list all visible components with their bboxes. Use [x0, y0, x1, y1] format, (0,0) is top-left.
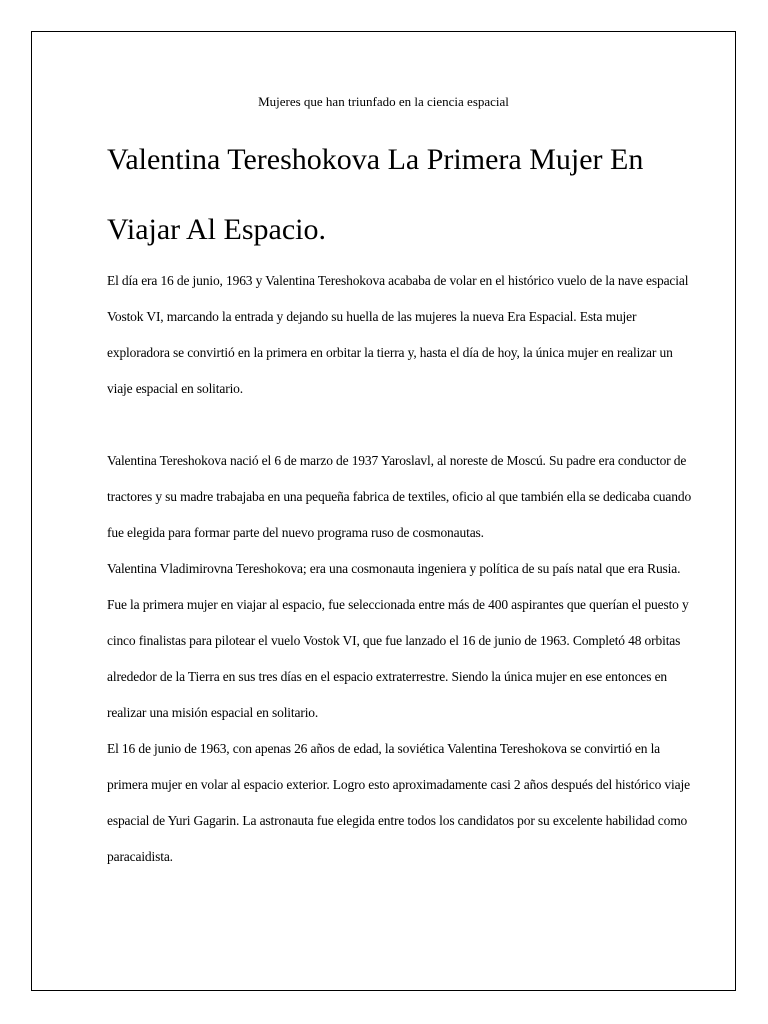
paragraph-1: El día era 16 de junio, 1963 y Valentina Tereshokova acababa de volar en el histórico vuelo de la nave espacial Vostok VI, marcando la entrada y dejando su huella de las mujeres la nueva Era Espacial. Esta mujer exploradora se convirtió en la primera en orbitar la tierra y, hasta el día de hoy, la única mujer en realizar un viaje espacial en solitario.: [107, 273, 689, 396]
paragraph-spacer: [107, 407, 692, 443]
document-title: Valentina Tereshokova La Primera Mujer En Viajar Al Espacio.: [107, 143, 644, 246]
document-body: [107, 263, 692, 875]
page-header: Mujeres que han triunfado en la ciencia espacial: [258, 94, 509, 109]
paragraph-3: Valentina Vladimirovna Tereshokova; era una cosmonauta ingeniera y política de su país natal que era Rusia. Fue la primera mujer en viajar al espacio, fue seleccionada entre más de 400 aspirantes que querían el puesto y cinco finalistas para pilotear el vuelo Vostok VI, que fue lanzado el 16 de junio de 1963. Completó 48 orbitas alrededor de la Tierra en sus tres días en el espacio extraterrestre. Siendo la única mujer en ese entonces en realizar una misión espacial en solitario.: [107, 561, 689, 720]
paragraph-2: Valentina Tereshokova nació el 6 de marzo de 1937 Yaroslavl, al noreste de Moscú. Su padre era conductor de tractores y su madre trabajaba en una pequeña fabrica de textiles, oficio al que también ella se dedicaba cuando fue elegida para formar parte del nuevo programa ruso de cosmonautas.: [107, 453, 692, 540]
paragraph-4: El 16 de junio de 1963, con apenas 26 años de edad, la soviética Valentina Tereshokova se convirtió en la primera mujer en volar al espacio exterior. Logro esto aproximadamente casi 2 años después del histórico viaje espacial de Yuri Gagarin. La astronauta fue elegida entre todos los candidatos por su excelente habilidad como paracaidista.: [107, 741, 690, 864]
document-page: [31, 31, 736, 991]
